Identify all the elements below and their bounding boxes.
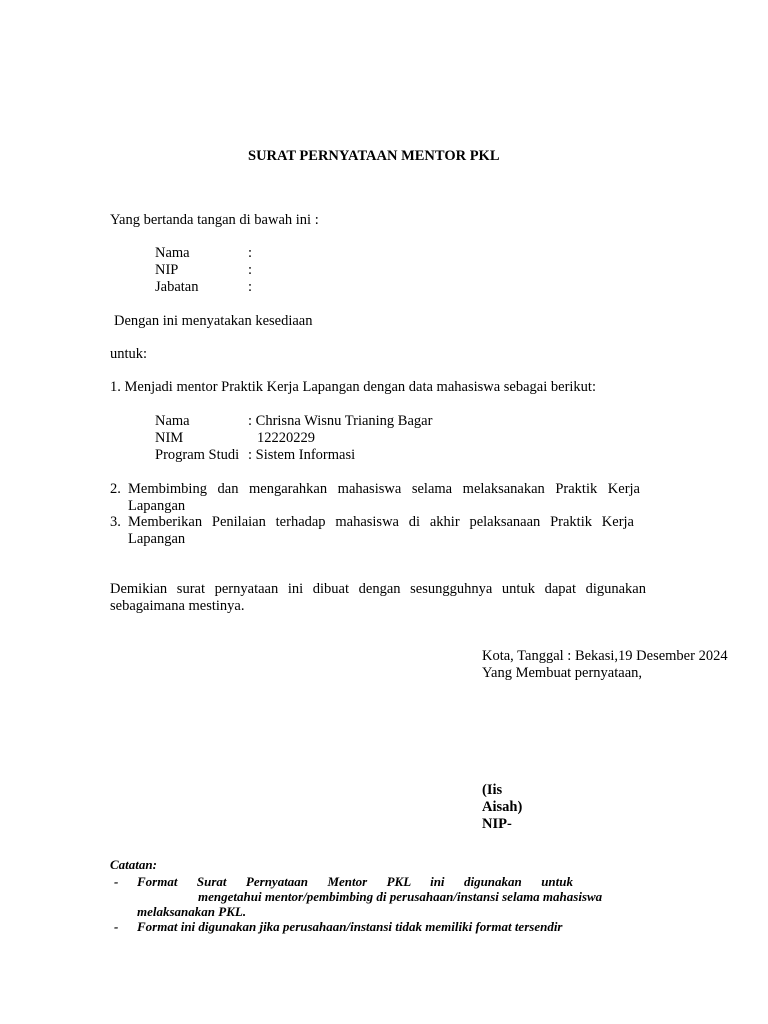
point-2-number: 2. [110, 481, 121, 497]
note-2-text: Format ini digunakan jika perusahaan/instansi tidak memiliki format tersendir [137, 919, 563, 934]
untuk-text: untuk: [110, 346, 148, 362]
note-1-line-3: melaksanakan PKL. [137, 904, 247, 919]
signer-nip: NIP- [482, 816, 512, 832]
place-date: Kota, Tanggal : Bekasi,19 Desember 2024 [482, 648, 728, 664]
mentor-nama-label: Nama [155, 245, 190, 261]
note-1-line-2: mengetahui mentor/pembimbing di perusahaan/instansi selama mahasiswa [198, 889, 603, 904]
mentor-nip-sep: : [248, 262, 253, 278]
point-1: 1. Menjadi mentor Praktik Kerja Lapangan dengan data mahasiswa sebagai berikut: [110, 379, 596, 395]
mentor-jabatan-sep: : [248, 279, 253, 295]
signer-name-line-1: (Iis [482, 782, 503, 798]
mentor-nama-sep: : [248, 245, 253, 261]
student-nim-value: 12220229 [257, 430, 315, 446]
point-3-line-1: Memberikan Penilaian terhadap mahasiswa di akhir pelaksanaan Praktik Kerja [128, 514, 634, 530]
closing-line-1: Demikian surat pernyataan ini dibuat dengan sesungguhnya untuk dapat digunakan [110, 581, 646, 597]
point-2-line-1: Membimbing dan mengarahkan mahasiswa selama melaksanakan Praktik Kerja [128, 481, 640, 497]
mentor-nip-label: NIP [155, 262, 179, 278]
statement-text: Dengan ini menyatakan kesediaan [114, 313, 313, 329]
closing-line-2: sebagaimana mestinya. [110, 598, 245, 614]
mentor-jabatan-label: Jabatan [155, 279, 199, 295]
signer-name-line-2: Aisah) [482, 799, 523, 815]
note-2-bullet: - [114, 919, 119, 934]
signer-caption: Yang Membuat pernyataan, [482, 665, 643, 681]
point-2-line-2: Lapangan [128, 498, 186, 514]
student-prodi-label: Program Studi [155, 447, 240, 463]
student-nama-value: : Chrisna Wisnu Trianing Bagar [248, 413, 433, 429]
document-title: SURAT PERNYATAAN MENTOR PKL [248, 148, 500, 164]
point-3-line-2: Lapangan [128, 531, 186, 547]
point-3-number: 3. [110, 514, 121, 530]
note-1-line-1: Format Surat Pernyataan Mentor PKL ini digunakan untuk [137, 874, 573, 889]
note-1-bullet: - [114, 874, 119, 889]
student-nama-label: Nama [155, 413, 190, 429]
notes-heading: Catatan: [110, 857, 157, 872]
student-prodi-value: : Sistem Informasi [248, 447, 356, 463]
student-nim-label: NIM [155, 430, 184, 446]
intro-text: Yang bertanda tangan di bawah ini : [110, 212, 319, 228]
